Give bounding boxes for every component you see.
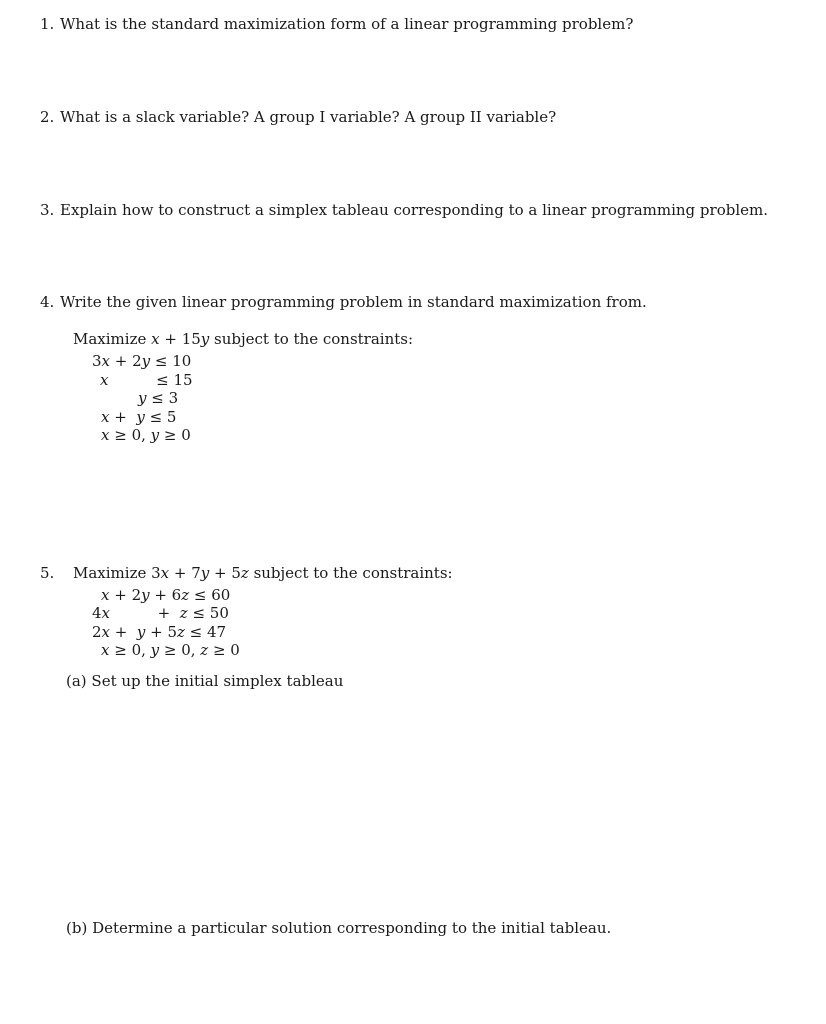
question-5-constraint-1: 𝑥 + 2𝑦 + 6𝑧 ≤ 60 [101,586,231,604]
question-1-text: What is the standard maximization form of a linear programming problem? [60,15,634,33]
question-3-number: 3. [40,201,55,219]
question-4-constraint-2: 𝑥 ≤ 15 [100,371,193,389]
question-4-constraint-1: 3𝑥 + 2𝑦 ≤ 10 [92,352,192,370]
question-5-constraint-3: 2𝑥 + 𝑦 + 5𝑧 ≤ 47 [92,623,227,641]
question-3-text: Explain how to construct a simplex tableau corresponding to a linear programming problem. [60,201,768,219]
question-5-part-b: (b) Determine a particular solution corresponding to the initial tableau. [66,919,612,937]
question-5-nonnegativity: 𝑥 ≥ 0, 𝑦 ≥ 0, 𝑧 ≥ 0 [101,641,240,659]
question-4-text: Write the given linear programming problem in standard maximization from. [60,293,647,311]
question-5-objective: Maximize 3𝑥 + 7𝑦 + 5𝑧 subject to the constraints: [73,564,453,582]
question-4-constraint-3: 𝑦 ≤ 3 [138,389,179,407]
question-2-text: What is a slack variable? A group I variable? A group II variable? [60,108,557,126]
question-5-part-a: (a) Set up the initial simplex tableau [66,672,344,690]
question-5-number: 5. [40,564,55,582]
question-4-constraint-4: 𝑥 + 𝑦 ≤ 5 [101,408,177,426]
question-1-number: 1. [40,15,55,33]
question-5-constraint-2: 4𝑥 + 𝑧 ≤ 50 [92,604,229,622]
question-4-objective: Maximize 𝑥 + 15𝑦 subject to the constraints: [73,330,414,348]
question-4-nonnegativity: 𝑥 ≥ 0, 𝑦 ≥ 0 [101,426,191,444]
question-2-number: 2. [40,108,55,126]
question-4-number: 4. [40,293,55,311]
